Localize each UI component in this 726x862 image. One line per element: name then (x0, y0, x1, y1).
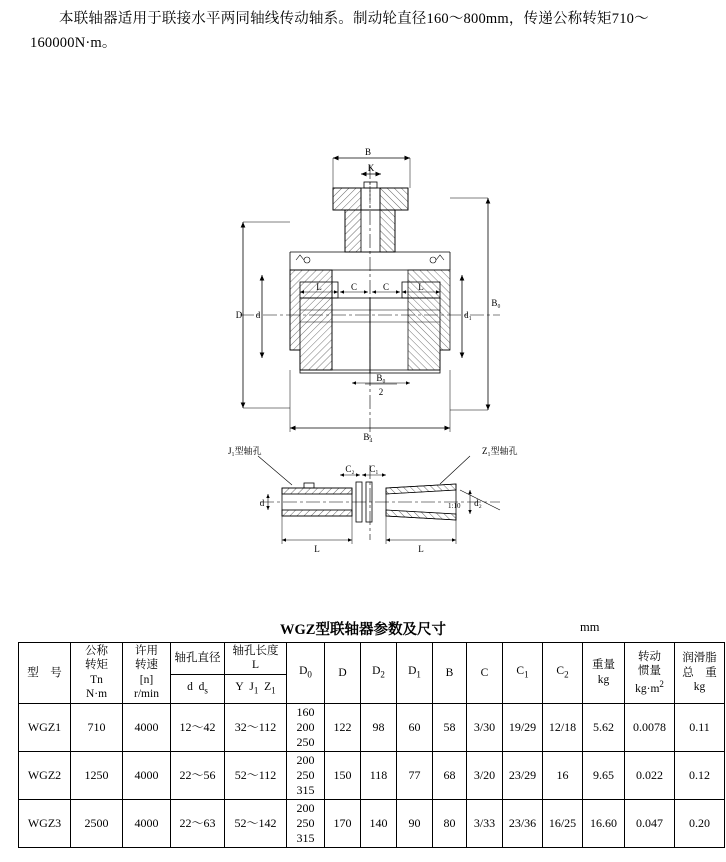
svg-text:2: 2 (378, 387, 384, 397)
cell-c: 3/33 (467, 799, 503, 847)
cell-d: 122 (325, 703, 361, 751)
cell-model: WGZ2 (19, 751, 71, 799)
cell-model: WGZ3 (19, 799, 71, 847)
cell-c2: 16 (543, 751, 583, 799)
header-bore-length-sub: Y $J_1$ $Z_1$ (225, 674, 287, 703)
header-c2: $C_2$ (543, 643, 583, 704)
cell-d1: 60 (397, 703, 433, 751)
cell-inertia: 0.0078 (625, 703, 675, 751)
header-weight: 重量 kg (583, 643, 625, 704)
cell-d2: 98 (361, 703, 397, 751)
cell-torque: 710 (71, 703, 123, 751)
cell-grease: 0.11 (675, 703, 725, 751)
cell-speed: 4000 (123, 751, 171, 799)
header-b: B (433, 643, 467, 704)
header-model: 型 号 (19, 643, 71, 704)
header-torque: 公称 转矩 Tn N·m (71, 643, 123, 704)
header-d1: $D_1$ (397, 643, 433, 704)
svg-text:L: L (418, 544, 424, 554)
svg-text:L: L (418, 282, 424, 292)
cell-bore-length: 32～112 (225, 703, 287, 751)
svg-text:Z₁型轴孔: Z₁型轴孔 (482, 446, 518, 456)
cell-d2: 118 (361, 751, 397, 799)
cell-bore-diameter: 22～63 (171, 799, 225, 847)
header-d2: $D_2$ (361, 643, 397, 704)
svg-text:L: L (316, 282, 322, 292)
cell-c: 3/20 (467, 751, 503, 799)
cell-b: 58 (433, 703, 467, 751)
svg-text:C: C (350, 282, 358, 292)
cell-inertia: 0.047 (625, 799, 675, 847)
svg-text:C₁: C₁ (369, 464, 379, 474)
cell-weight: 5.62 (583, 703, 625, 751)
header-d: D (325, 643, 361, 704)
svg-text:1:10: 1:10 (448, 502, 461, 510)
cell-bore-length: 52～112 (225, 751, 287, 799)
cell-d: 170 (325, 799, 361, 847)
cell-grease: 0.20 (675, 799, 725, 847)
svg-text:d₁: d₁ (464, 310, 472, 320)
cell-grease: 0.12 (675, 751, 725, 799)
header-bore-diameter: 轴孔直径 (171, 643, 225, 675)
svg-text:C₂: C₂ (345, 464, 355, 474)
cell-speed: 4000 (123, 799, 171, 847)
cell-c: 3/30 (467, 703, 503, 751)
cell-c2: 16/25 (543, 799, 583, 847)
cell-d2: 140 (361, 799, 397, 847)
header-d0: $D_0$ (287, 643, 325, 704)
cell-d0: 200 250 315 (287, 799, 325, 847)
cell-weight: 9.65 (583, 751, 625, 799)
svg-text:d: d (259, 498, 265, 508)
cell-model: WGZ1 (19, 703, 71, 751)
cell-c1: 23/36 (503, 799, 543, 847)
svg-text:L: L (314, 544, 320, 554)
table-caption: WGZ型联轴器参数及尺寸 (280, 622, 446, 638)
svg-text:J₁型轴孔: J₁型轴孔 (228, 446, 262, 456)
cell-c2: 12/18 (543, 703, 583, 751)
header-speed: 许用 转速 [n] r/min (123, 643, 171, 704)
cell-c1: 19/29 (503, 703, 543, 751)
header-bore-diameter-sub: d $d_s$ (171, 674, 225, 703)
cell-bore-length: 52～142 (225, 799, 287, 847)
table-row (19, 751, 725, 799)
svg-text:B₄: B₄ (363, 432, 373, 442)
table-row (19, 703, 725, 751)
table-unit-label: mm (580, 620, 600, 634)
table-header-row-1 (19, 643, 725, 675)
svg-text:d: d (255, 310, 261, 320)
table-row (19, 799, 725, 847)
header-inertia: 转动 惯量 $kg\cdot m^2$ (625, 643, 675, 704)
svg-text:K: K (367, 163, 375, 173)
header-c1: $C_1$ (503, 643, 543, 704)
cell-torque: 2500 (71, 799, 123, 847)
svg-text:d₂: d₂ (474, 498, 482, 508)
header-bore-length: 轴孔长度 L (225, 643, 287, 675)
cell-bore-diameter: 22～56 (171, 751, 225, 799)
cell-b: 68 (433, 751, 467, 799)
cell-inertia: 0.022 (625, 751, 675, 799)
cell-d: 150 (325, 751, 361, 799)
cell-torque: 1250 (71, 751, 123, 799)
cell-weight: 16.60 (583, 799, 625, 847)
svg-text:D: D (235, 310, 243, 320)
svg-text:B₀: B₀ (376, 373, 386, 383)
cell-d0: 200 250 315 (287, 751, 325, 799)
svg-text:C: C (382, 282, 390, 292)
cell-c1: 23/29 (503, 751, 543, 799)
header-c: C (467, 643, 503, 704)
cell-d1: 77 (397, 751, 433, 799)
svg-text:B₀: B₀ (491, 298, 501, 308)
spec-table (18, 642, 725, 848)
coupling-technical-drawing (0, 70, 726, 615)
cell-speed: 4000 (123, 703, 171, 751)
cell-bore-diameter: 12～42 (171, 703, 225, 751)
cell-d1: 90 (397, 799, 433, 847)
svg-text:B: B (364, 147, 372, 157)
cell-b: 80 (433, 799, 467, 847)
intro-paragraph: 本联轴器适用于联接水平两同轴线传动轴系。制动轮直径160～800mm，传递公称转矩710～160000N·m。 (30, 11, 649, 51)
header-grease: 润滑脂 总 重 kg (675, 643, 725, 704)
cell-d0: 160 200 250 (287, 703, 325, 751)
